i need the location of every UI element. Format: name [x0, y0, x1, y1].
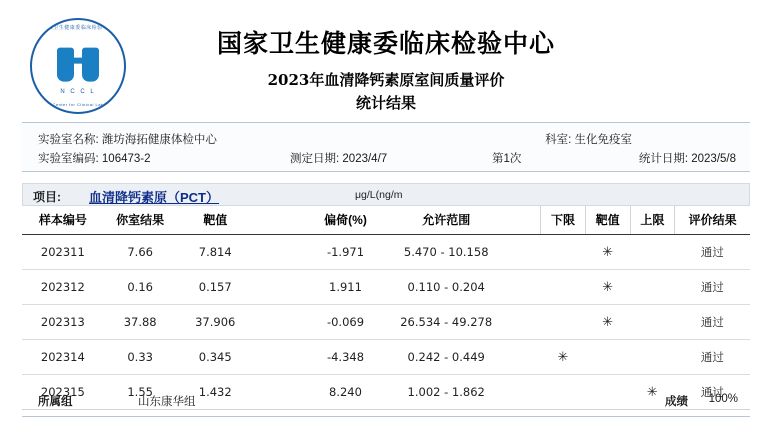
cell-range: 1.002 - 1.862	[383, 375, 510, 410]
cell-your-result: 7.66	[104, 235, 177, 270]
lab-code-value: 106473-2	[101, 153, 151, 165]
dept-field	[545, 131, 632, 147]
header-low: 下限	[541, 206, 586, 235]
cell-range: 26.534 - 49.278	[383, 305, 510, 340]
cell-bias: 1.911	[308, 270, 382, 305]
cell-spacer-1	[254, 270, 309, 305]
cell-up-marker	[630, 270, 675, 305]
lab-code-label: 实验室编码:	[38, 153, 99, 165]
cell-up-marker	[630, 340, 675, 375]
cell-sample: 202311	[22, 235, 104, 270]
cell-eval: 通过	[675, 340, 750, 375]
project-unit: μg/L(ng/m	[355, 189, 403, 201]
cell-target: 0.157	[177, 270, 254, 305]
header-range: 允许范围	[383, 206, 510, 235]
cell-range: 0.110 - 0.204	[383, 270, 510, 305]
cell-your-result: 0.33	[104, 340, 177, 375]
cell-target-marker	[585, 340, 630, 375]
cell-your-result: 1.55	[104, 375, 177, 410]
cell-spacer-1	[254, 340, 309, 375]
cell-low-marker: ✳	[541, 340, 586, 375]
lab-code-field	[38, 150, 151, 166]
cell-target: 37.906	[177, 305, 254, 340]
cell-target: 0.345	[177, 340, 254, 375]
cell-bias: -1.971	[308, 235, 382, 270]
stat-date-field	[639, 150, 736, 166]
header-sample: 样本编号	[22, 206, 104, 235]
header-your-result: 你室结果	[104, 206, 177, 235]
test-date-value: 2023/4/7	[342, 153, 388, 165]
cell-eval: 通过	[675, 270, 750, 305]
nccl-logo	[30, 18, 126, 114]
cell-sample: 202315	[22, 375, 104, 410]
header-up: 上限	[630, 206, 675, 235]
cell-bias: 8.240	[308, 375, 382, 410]
cell-your-result: 37.88	[104, 305, 177, 340]
cell-low-marker	[541, 270, 586, 305]
lab-name-label: 实验室名称:	[38, 134, 99, 146]
cell-spacer-2	[510, 340, 541, 375]
group-label: 所属组	[38, 396, 73, 408]
cell-target: 1.432	[177, 375, 254, 410]
table-header-row	[22, 206, 750, 235]
project-label: 项目:	[33, 190, 61, 204]
stat-date-value: 2023/5/8	[691, 153, 736, 165]
cell-low-marker	[541, 305, 586, 340]
cell-target-marker: ✳	[585, 235, 630, 270]
table-row	[22, 340, 750, 375]
report-footer	[22, 390, 750, 417]
cell-your-result: 0.16	[104, 270, 177, 305]
cell-target-marker: ✳	[585, 270, 630, 305]
cell-bias: -4.348	[308, 340, 382, 375]
page-subtitle-line1: 2023年血清降钙素原室间质量评价	[267, 71, 505, 89]
cell-target-marker: ✳	[585, 305, 630, 340]
header-target: 靶值	[177, 206, 254, 235]
dept-value: 生化免疫室	[574, 134, 632, 146]
logo-ring-text-top: 国家卫生健康委临床检验中心	[42, 25, 114, 31]
logo-emblem-icon	[56, 48, 100, 82]
cell-sample: 202313	[22, 305, 104, 340]
page-title: 国家卫生健康委临床检验中心	[216, 29, 555, 58]
results-table-wrap	[22, 206, 750, 410]
cell-up-marker: ✳	[630, 375, 675, 410]
project-bar	[22, 183, 750, 206]
lab-info-band	[22, 122, 750, 172]
cell-eval: 通过	[675, 375, 750, 410]
project-name: 血清降钙素原（PCT）	[89, 190, 220, 205]
lab-name-field	[38, 131, 217, 147]
lab-name-value: 潍坊海拓健康体检中心	[101, 134, 217, 146]
cell-spacer-1	[254, 305, 309, 340]
cell-spacer-2	[510, 305, 541, 340]
cell-sample: 202314	[22, 340, 104, 375]
stat-date-label: 统计日期:	[638, 153, 689, 165]
group-value: 山东康华组	[138, 396, 196, 408]
batch-label: 第1次	[492, 153, 522, 165]
score-value: 100%	[708, 393, 738, 405]
header-bias: 偏倚(%)	[308, 206, 382, 235]
dept-label: 科室:	[545, 134, 572, 146]
cell-range: 0.242 - 0.449	[383, 340, 510, 375]
header-spacer-2	[510, 206, 541, 235]
cell-bias: -0.069	[308, 305, 382, 340]
cell-up-marker	[630, 235, 675, 270]
test-date-label: 测定日期:	[290, 153, 340, 165]
table-row	[22, 270, 750, 305]
logo-abbreviation: N C C L	[60, 89, 96, 95]
cell-target: 7.814	[177, 235, 254, 270]
cell-spacer-2	[510, 235, 541, 270]
header-eval: 评价结果	[675, 206, 750, 235]
header-spacer-1	[254, 206, 309, 235]
cell-low-marker	[541, 235, 586, 270]
results-table	[22, 206, 750, 410]
report-header	[0, 0, 772, 122]
header-target-mid: 靶值	[585, 206, 630, 235]
cell-eval: 通过	[675, 235, 750, 270]
cell-sample: 202312	[22, 270, 104, 305]
page-subtitle-line2: 统计结果	[355, 93, 416, 112]
cell-spacer-2	[510, 270, 541, 305]
table-row	[22, 235, 750, 270]
logo-ring-text-bottom: National Center for Clinical Laboratories	[32, 101, 124, 107]
cell-spacer-1	[254, 235, 309, 270]
table-row	[22, 305, 750, 340]
score-label: 成绩	[665, 396, 688, 408]
cell-eval: 通过	[675, 305, 750, 340]
cell-range: 5.470 - 10.158	[383, 235, 510, 270]
test-date-field	[290, 150, 387, 166]
cell-up-marker	[630, 305, 675, 340]
